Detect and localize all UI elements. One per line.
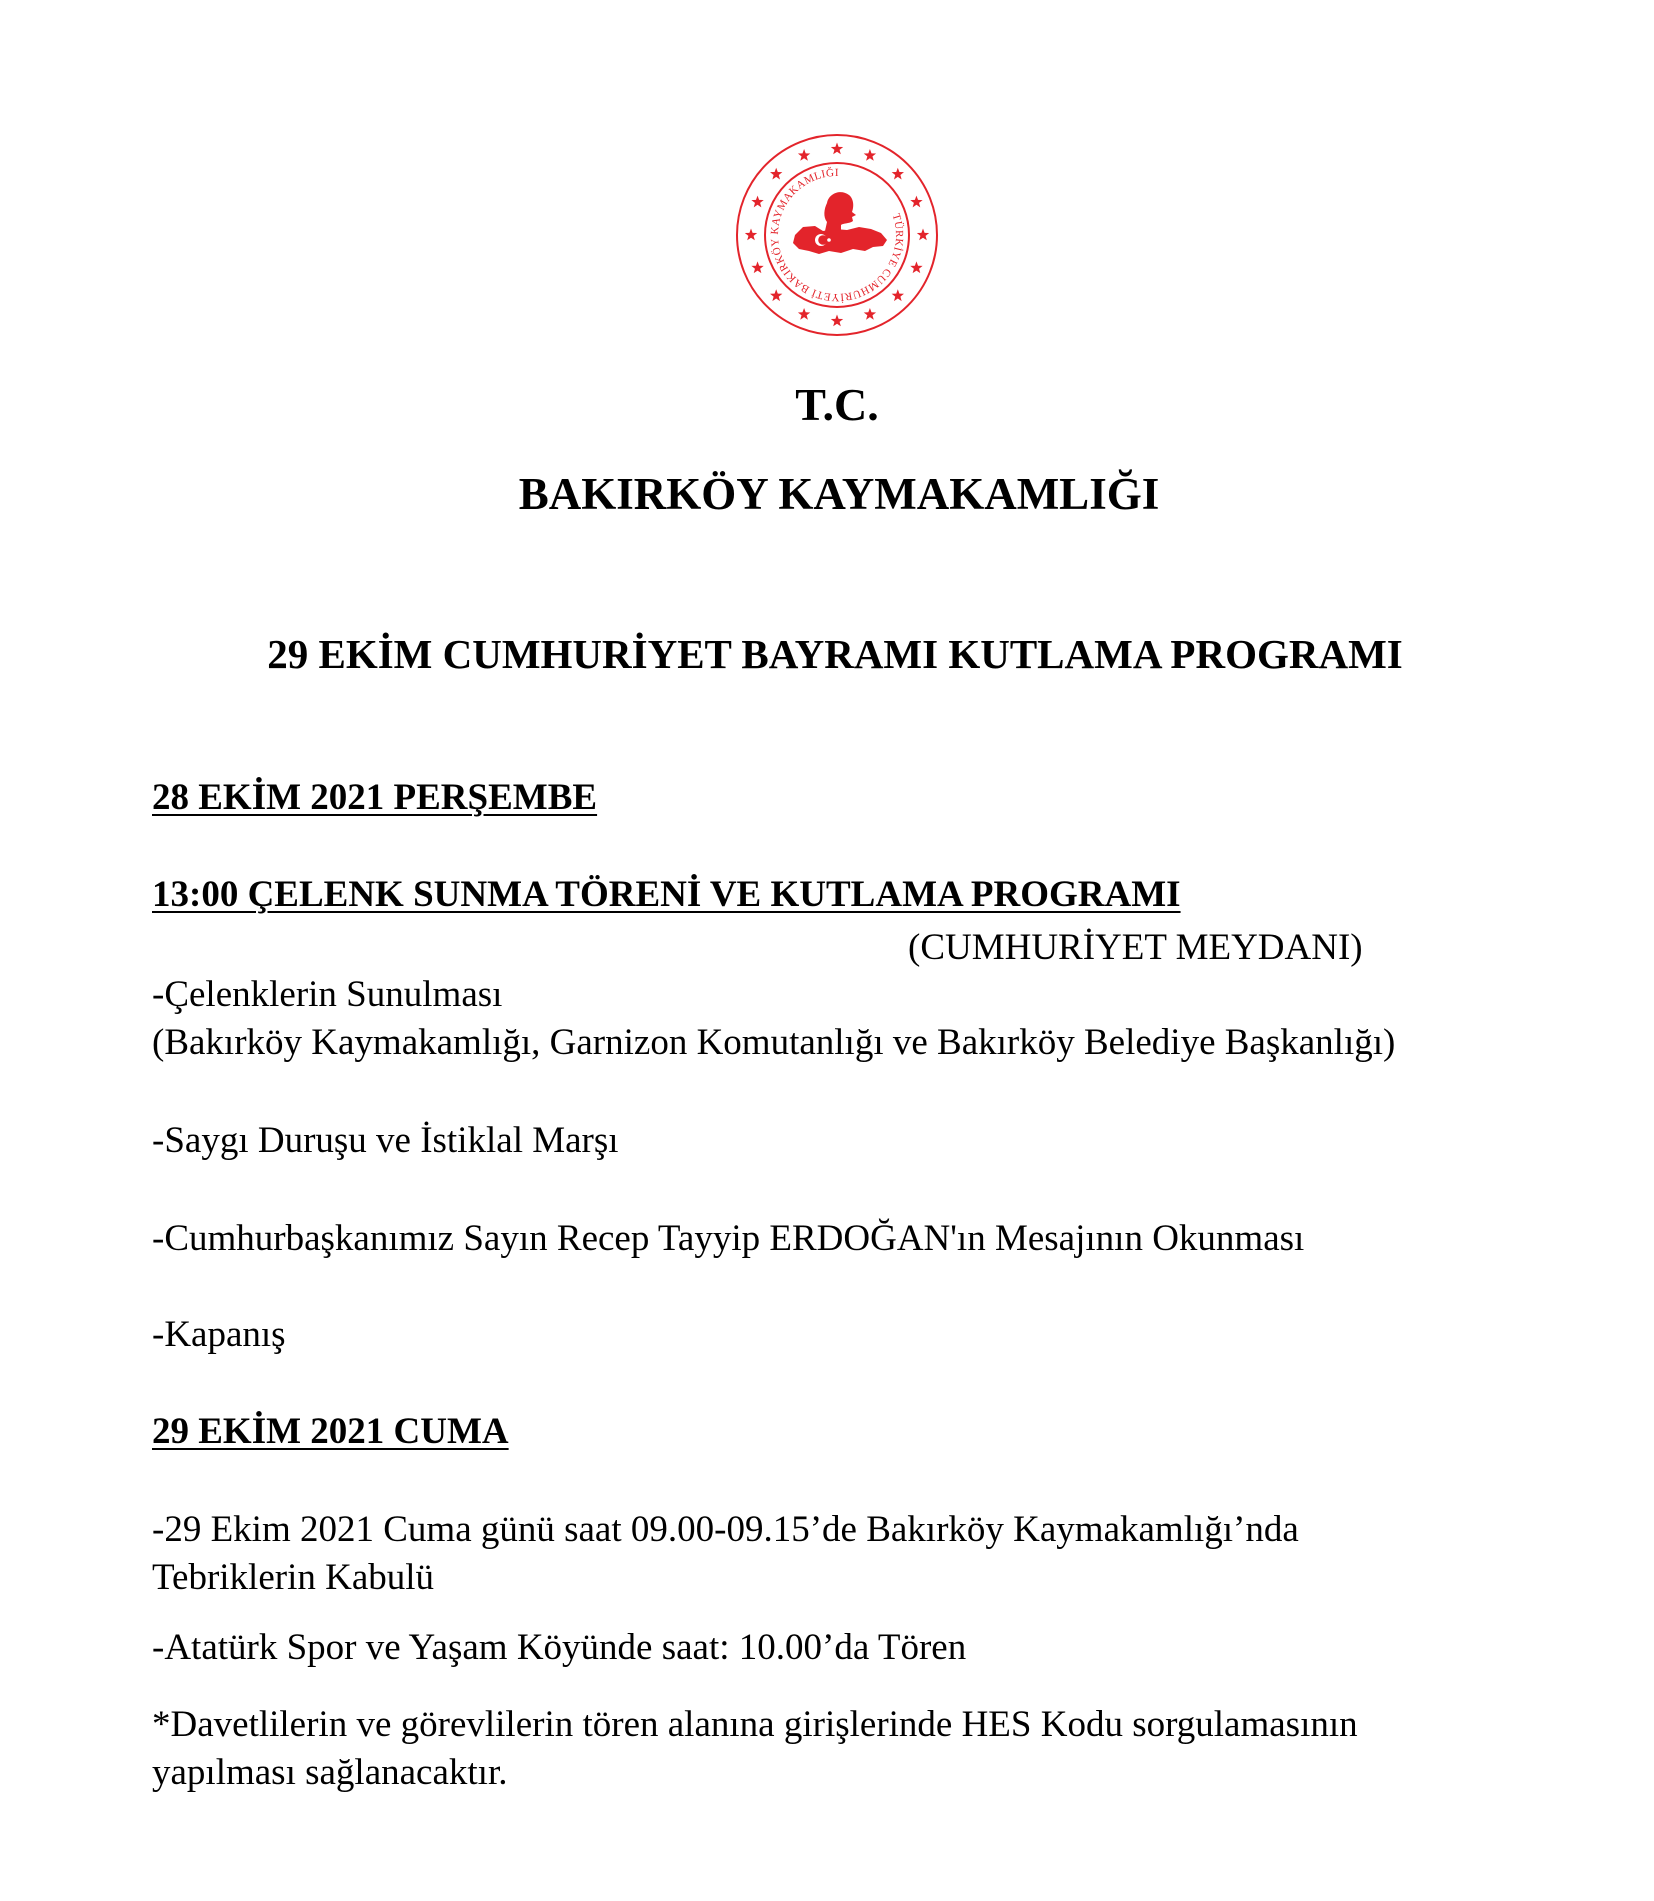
list-item: Tebriklerin Kabulü [152,1557,435,1598]
seal-star-icon [770,168,782,180]
seal-star-icon [910,261,922,273]
seal-star-icon [751,196,763,208]
seal-star-icon [770,289,782,301]
list-item: *Davetlilerin ve görevlilerin tören alanına girişlerinde HES Kodu sorgulamasının [152,1704,1358,1745]
list-item: -Kapanış [152,1314,286,1355]
list-item: -Atatürk Spor ve Yaşam Köyünde saat: 10.00’da Tören [152,1627,967,1668]
seal-star-icon [831,143,843,155]
kaymakamlik-seal-logo [725,123,949,347]
list-item: -Saygı Duruşu ve İstiklal Marşı [152,1120,619,1161]
list-item: yapılması sağlanacaktır. [152,1752,508,1793]
day1-venue: (CUMHURİYET MEYDANI) [908,927,1363,968]
seal-circular-text: TÜRKİYE CUMHURİYETİ BAKIRKÖY KAYMAKAMLIĞI [768,166,906,304]
list-item: -Cumhurbaşkanımız Sayın Recep Tayyip ERDOĞAN'ın Mesajının Okunması [152,1218,1305,1259]
program-title: 29 EKİM CUMHURİYET BAYRAMI KUTLAMA PROGRAMI [267,631,1403,677]
day1-event-title: 13:00 ÇELENK SUNMA TÖRENİ VE KUTLAMA PROGRAMI [152,874,1181,915]
day1-date: 28 EKİM 2021 PERŞEMBE [152,777,598,818]
seal-star-icon [892,168,904,180]
day2-date: 29 EKİM 2021 CUMA [152,1411,509,1452]
seal-star-icon [798,308,810,320]
list-item: -29 Ekim 2021 Cuma günü saat 09.00-09.15’de Bakırköy Kaymakamlığı’nda [152,1509,1299,1550]
seal-star-icon [864,149,876,161]
office-heading: BAKIRKÖY KAYMAKAMLIĞI [518,469,1160,519]
list-item: (Bakırköy Kaymakamlığı, Garnizon Komutanlığı ve Bakırköy Belediye Başkanlığı) [152,1022,1396,1063]
seal-star-icon [892,289,904,301]
seal-star-icon [910,196,922,208]
country-heading: T.C. [795,379,879,430]
seal-star-icon [831,315,843,327]
seal-star-icon [751,261,763,273]
list-item: -Çelenklerin Sunulması [152,974,503,1015]
seal-star-icon [798,149,810,161]
seal-star-icon [745,229,757,241]
seal-star-icon [917,229,929,241]
seal-star-icon [864,308,876,320]
